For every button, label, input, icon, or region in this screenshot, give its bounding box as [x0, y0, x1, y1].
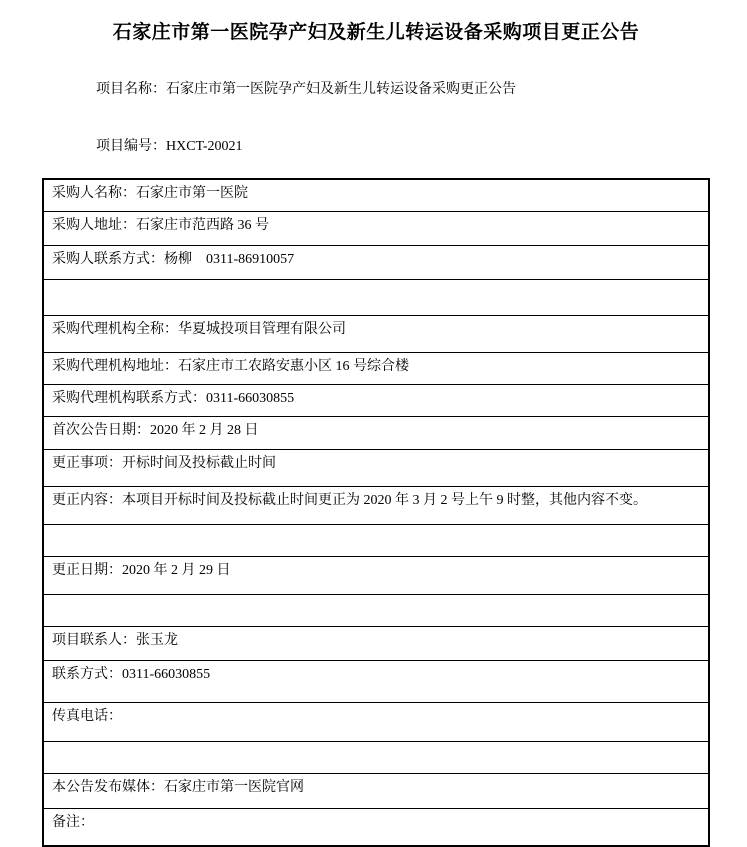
row-label: 备注：: [52, 815, 94, 830]
project-number-value: HXCT-20021: [166, 139, 243, 154]
table-row: [44, 525, 708, 557]
row-label: 本公告发布媒体：: [52, 780, 164, 795]
table-row: [44, 385, 708, 417]
table-row: [44, 487, 708, 525]
row-label: 更正事项：: [52, 456, 122, 471]
row-value: 石家庄市第一医院官网: [164, 780, 304, 795]
row-value: 杨柳 0311-86910057: [164, 252, 295, 267]
row-value: 2020 年 2 月 29 日: [122, 563, 231, 578]
row-value: 0311-66030855: [206, 391, 295, 406]
table-row: [44, 595, 708, 627]
announcement-table: [42, 178, 710, 847]
table-row: [44, 742, 708, 774]
row-value: 开标时间及投标截止时间: [122, 456, 276, 471]
project-name-label: 项目名称：: [96, 82, 166, 97]
row-value: 0311-66030855: [122, 667, 211, 682]
row-label: 更正内容：: [52, 493, 122, 508]
table-row: [44, 774, 708, 809]
table-row: [44, 212, 708, 246]
row-value: 2020 年 2 月 28 日: [150, 423, 259, 438]
row-label: 首次公告日期：: [52, 423, 150, 438]
row-value: 石家庄市第一医院: [136, 186, 248, 201]
document-content: [42, 0, 710, 847]
row-label: 采购代理机构全称：: [52, 322, 178, 337]
row-label: 采购人地址：: [52, 218, 136, 233]
row-value: 石家庄市范西路 36 号: [136, 218, 269, 233]
table-row: [44, 417, 708, 450]
row-label: 项目联系人：: [52, 633, 136, 648]
table-row: [44, 316, 708, 353]
table-row: [44, 661, 708, 703]
row-value: 华夏城投项目管理有限公司: [178, 322, 346, 337]
table-row: [44, 809, 708, 845]
table-row: [44, 280, 708, 316]
row-value: 石家庄市工农路安惠小区 16 号综合楼: [178, 359, 409, 374]
table-row: [44, 180, 708, 212]
row-label: 采购代理机构地址：: [52, 359, 178, 374]
table-row: [44, 557, 708, 595]
row-value: 本项目开标时间及投标截止时间更正为 2020 年 3 月 2 号上午 9 时整，其他内容不变。: [122, 493, 647, 508]
row-label: 采购人名称：: [52, 186, 136, 201]
row-value: 张玉龙: [136, 633, 178, 648]
row-label: 更正日期：: [52, 563, 122, 578]
row-label: 传真电话：: [52, 709, 122, 724]
table-row: [44, 246, 708, 280]
page-title: 石家庄市第一医院孕产妇及新生儿转运设备采购项目更正公告: [112, 22, 640, 43]
row-label: 采购代理机构联系方式：: [52, 391, 206, 406]
row-label: 联系方式：: [52, 667, 122, 682]
row-label: 采购人联系方式：: [52, 252, 164, 267]
project-name-value: 石家庄市第一医院孕产妇及新生儿转运设备采购更正公告: [166, 82, 516, 97]
project-name-line: [68, 61, 710, 118]
table-row: [44, 703, 708, 742]
project-number-label: 项目编号：: [96, 139, 166, 154]
table-row: [44, 450, 708, 487]
table-row: [44, 353, 708, 385]
project-number-line: [68, 118, 710, 175]
table-row: [44, 627, 708, 661]
project-meta: [68, 61, 710, 175]
